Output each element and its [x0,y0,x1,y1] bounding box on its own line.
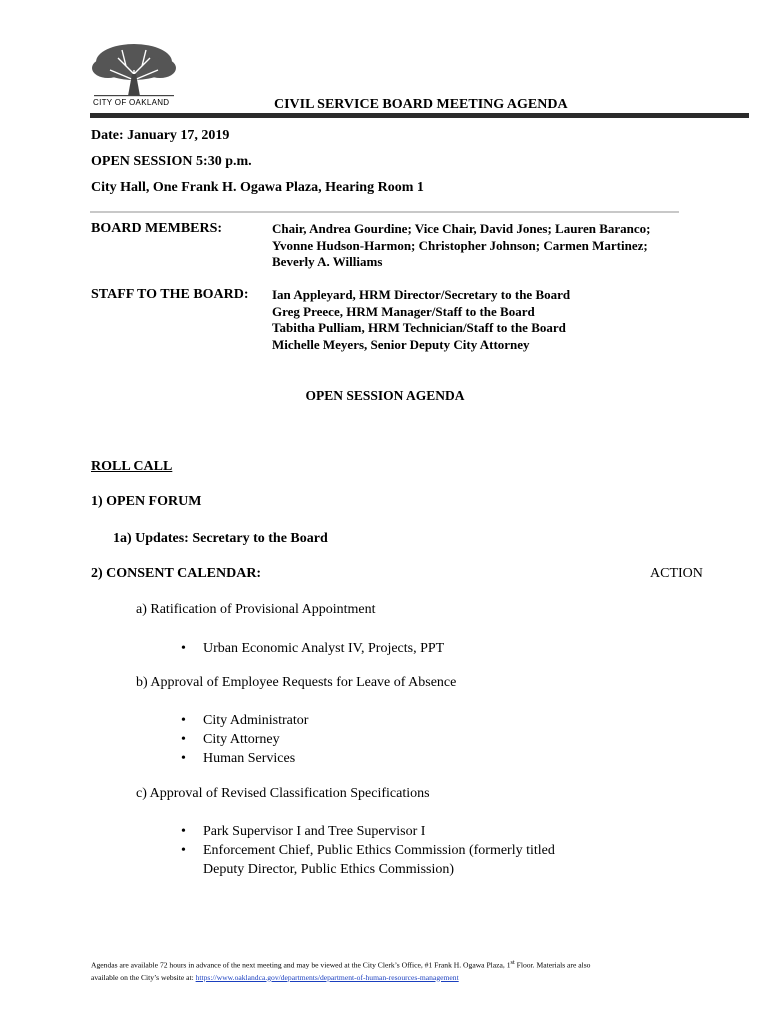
board-member-line: Beverly A. Williams [272,254,383,269]
action-label: ACTION [650,566,703,581]
header-divider [90,113,749,118]
staff-line: Greg Preece, HRM Manager/Staff to the Board [272,303,535,319]
meeting-session: OPEN SESSION 5:30 p.m. [91,154,252,169]
item-b: b) Approval of Employee Requests for Leave of Absence [136,675,457,690]
open-forum-heading: 1) OPEN FORUM [91,494,202,509]
bullet-icon: • [181,732,186,747]
meeting-location: City Hall, One Frank H. Ogawa Plaza, Hearing Room 1 [91,180,424,195]
meeting-date: Date: January 17, 2019 [91,128,230,143]
footer-note: Agendas are available 72 hours in advance of the next meeting and may be viewed at the City Clerk’s Office, #1 Frank H. Ogawa Plaza, 1st Floor. Materials are also available on the City’s website at: https://www.oaklandca.gov/departments/department-of-human-resources-management [91,959,591,982]
updates-item: 1a) Updates: Secretary to the Board [113,531,328,546]
item-c-list [181,822,555,879]
board-members-label: BOARD MEMBERS: [91,221,223,236]
logo-caption: CITY OF OAKLAND [93,98,170,107]
staff-line: Michelle Meyers, Senior Deputy City Attorney [272,336,530,352]
section-divider [90,211,679,213]
staff-line: Tabitha Pulliam, HRM Technician/Staff to the Board [272,320,566,335]
staff-label: STAFF TO THE BOARD: [91,287,249,302]
hr-department-link[interactable]: https://www.oaklandca.gov/departments/department-of-human-resources-management [195,972,459,982]
bullet-icon: • [181,713,186,728]
bullet-icon: • [181,751,186,766]
list-item: • City Attorney [181,732,280,747]
list-item-continuation: Deputy Director, Public Ethics Commission) [203,862,455,877]
list-item: • Urban Economic Analyst IV, Projects, PPT [181,641,445,656]
item-b-list [181,711,308,768]
staff-line: Ian Appleyard, HRM Director/Secretary to the Board [272,287,571,302]
list-item: • Enforcement Chief, Public Ethics Commission (formerly titled [181,843,555,858]
item-a-list [181,639,444,658]
list-item: • Park Supervisor I and Tree Supervisor I [181,824,426,839]
consent-calendar-heading: 2) CONSENT CALENDAR: [91,566,262,581]
board-member-line: Yvonne Hudson-Harmon; Christopher Johnson; Carmen Martinez; [272,237,648,253]
page-title: CIVIL SERVICE BOARD MEETING AGENDA [274,97,568,112]
item-c: c) Approval of Revised Classification Specifications [136,786,430,801]
bullet-icon: • [181,641,186,656]
list-item: • City Administrator [181,713,309,728]
staff-list [272,287,570,353]
board-member-line: Chair, Andrea Gourdine; Vice Chair, David Jones; Lauren Baranco; [272,221,651,236]
list-item: • Human Services [181,751,296,766]
roll-call-heading: ROLL CALL [91,459,173,474]
bullet-icon: • [181,824,186,839]
agenda-heading: OPEN SESSION AGENDA [305,388,465,403]
bullet-icon: • [181,843,186,858]
item-a: a) Ratification of Provisional Appointment [136,602,376,617]
board-members-list [272,221,650,271]
